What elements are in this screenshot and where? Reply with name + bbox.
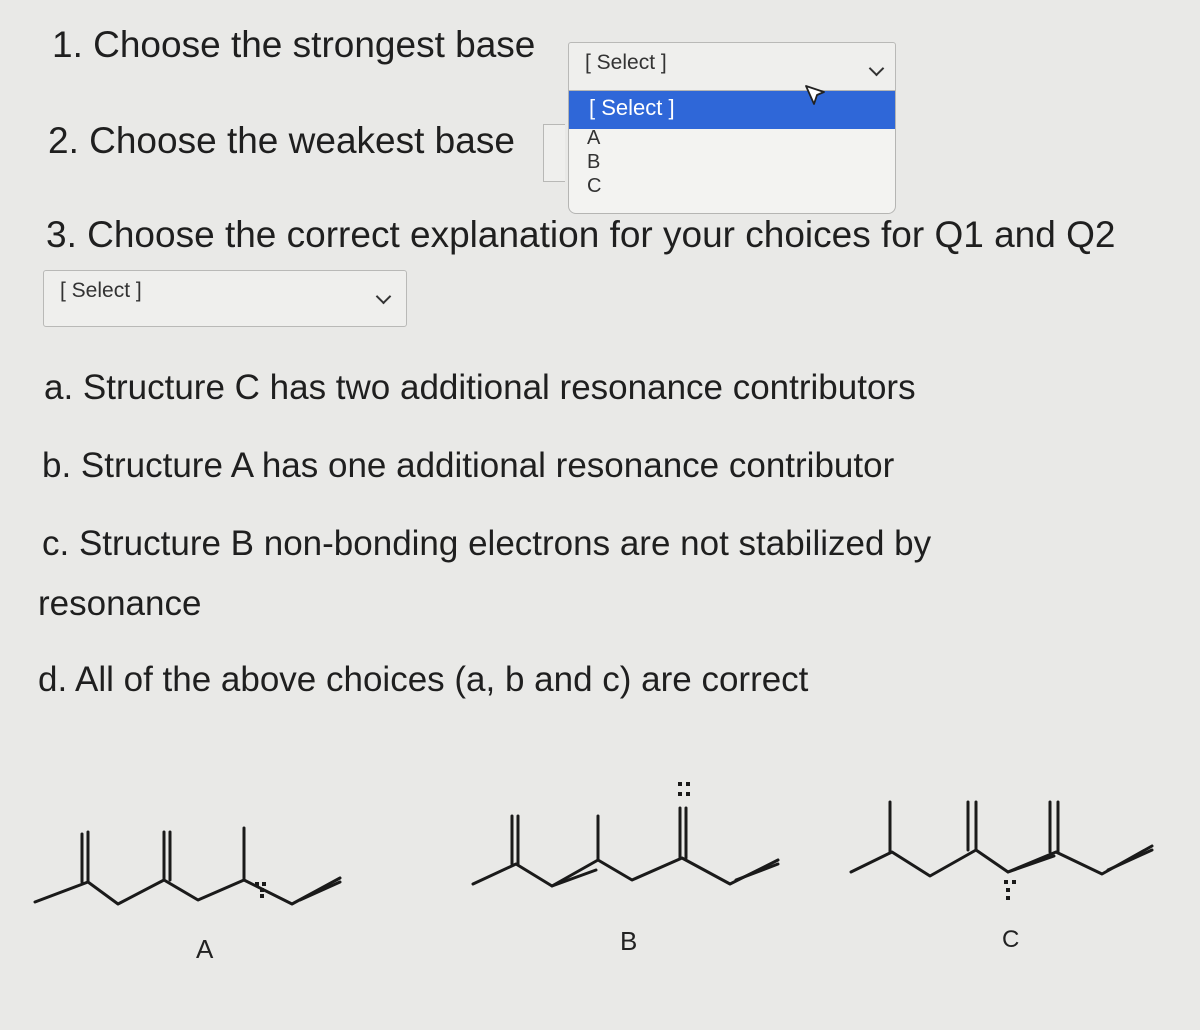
structure-b-label: B <box>620 926 638 956</box>
chevron-down-icon <box>376 289 392 305</box>
structure-a-diagram <box>30 810 370 920</box>
dropdown-option-a[interactable]: A <box>587 127 601 149</box>
structure-a-label: A <box>196 934 214 964</box>
q1-select-value: [ Select ] <box>585 51 667 74</box>
q1-dropdown-list[interactable] <box>568 90 896 214</box>
structure-c-label: C <box>1002 926 1020 953</box>
explanation-d: d. All of the above choices (a, b and c) are correct <box>38 660 809 699</box>
explanation-c-continued: resonance <box>38 584 202 623</box>
structure-b-diagram <box>468 774 808 904</box>
question-2-label: 2. Choose the weakest base <box>48 120 515 161</box>
question-3-label: 3. Choose the correct explanation for your choices for Q1 and Q2 <box>46 214 1116 255</box>
chevron-down-icon <box>869 61 885 77</box>
dropdown-option-c[interactable]: C <box>587 175 602 197</box>
question-1-label: 1. Choose the strongest base <box>52 24 536 65</box>
structure-c-diagram <box>846 790 1176 910</box>
explanation-b: b. Structure A has one additional resonance contributor <box>42 446 895 485</box>
q2-select[interactable] <box>543 124 565 182</box>
dropdown-option-select[interactable] <box>569 91 895 129</box>
explanation-a: a. Structure C has two additional resonance contributors <box>44 368 916 407</box>
dropdown-option-b[interactable]: B <box>587 151 601 173</box>
dropdown-option-label: [ Select ] <box>589 95 675 120</box>
cursor-arrow-icon <box>804 82 828 112</box>
q3-select[interactable] <box>43 270 407 327</box>
explanation-c: c. Structure B non-bonding electrons are not stabilized by <box>42 524 932 563</box>
q3-select-value: [ Select ] <box>60 279 142 302</box>
